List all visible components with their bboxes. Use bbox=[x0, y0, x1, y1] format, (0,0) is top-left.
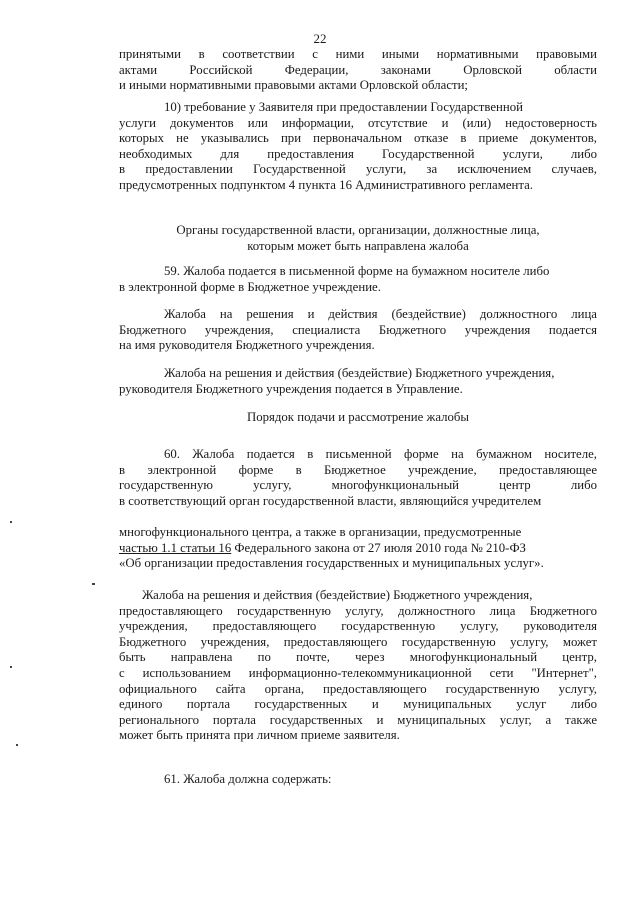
text-line: может быть принята при личном приеме заявителя. bbox=[119, 728, 400, 743]
section-heading bbox=[119, 410, 597, 426]
text-fragment: Федерального закона от 27 июля 2010 года № 210-ФЗ bbox=[231, 540, 526, 555]
text-line: которых не указывались при первоначальном отказе в приеме документов, bbox=[119, 131, 597, 146]
text-line: регионального портала государственных и муниципальных услуг, а также bbox=[119, 712, 597, 727]
text-line: 61. Жалоба должна содержать: bbox=[164, 772, 332, 786]
text-line: единого портала государственных и муниципальных услуг либо bbox=[119, 697, 597, 712]
text-line: в предоставлении Государственной услуги, за исключением случаев, bbox=[119, 162, 597, 177]
text-line: в соответствующий орган государственной власти, являющийся учредителем bbox=[119, 493, 542, 508]
page-number: 22 bbox=[313, 31, 327, 46]
paragraph-item-10 bbox=[119, 100, 597, 194]
text-line: услуги документов или информации, отсутствие и (или) недостоверность bbox=[119, 115, 597, 130]
text-line: на имя руководителя Бюджетного учреждения. bbox=[119, 338, 375, 353]
scan-speck bbox=[10, 666, 12, 668]
heading-line: которым может быть направлена жалоба bbox=[247, 238, 469, 253]
text-line: Жалоба на решения и действия (бездействие) Бюджетного учреждения, bbox=[142, 588, 533, 602]
text-line: Жалоба на решения и действия (бездействие) должностного лица bbox=[164, 307, 597, 321]
paragraph-item-59b bbox=[119, 307, 597, 354]
text-line: Бюджетного учреждения, специалиста Бюджетного учреждения подается bbox=[119, 322, 597, 337]
text-line bbox=[119, 541, 597, 557]
text-line: в электронной форме в Бюджетное учреждение, предоставляющее bbox=[119, 462, 597, 477]
scan-speck bbox=[10, 521, 12, 523]
scan-speck bbox=[16, 744, 18, 746]
heading-line: Органы государственной власти, организации, должностные лица, bbox=[176, 223, 540, 237]
text-line: актами Российской Федерации, законами Орловской области bbox=[119, 62, 597, 77]
text-line: 60. Жалоба подается в письменной форме на бумажном носителе, bbox=[164, 447, 597, 461]
paragraph-item-60b bbox=[119, 525, 597, 572]
paragraph-item-59c bbox=[119, 366, 597, 397]
text-line: предоставляющего государственную услугу, должностного лица Бюджетного bbox=[119, 603, 597, 618]
text-line: учреждения, предоставляющего государственную услугу, руководителя bbox=[119, 619, 597, 634]
text-line: официального сайта органа, предоставляющего государственную услугу, bbox=[119, 681, 597, 696]
paragraph-item-60c bbox=[119, 588, 597, 744]
text-line: 10) требование у Заявителя при предоставлении Государственной bbox=[164, 100, 523, 114]
paragraph-item-61 bbox=[119, 772, 597, 788]
scan-speck bbox=[92, 583, 95, 585]
text-line: многофункционального центра, а также в организации, предусмотренные bbox=[119, 525, 522, 539]
text-line: необходимых для предоставления Государственной услуги, либо bbox=[119, 146, 597, 161]
text-line: руководителя Бюджетного учреждения подается в Управление. bbox=[119, 381, 463, 396]
text-line: «Об организации предоставления государственных и муниципальных услуг». bbox=[119, 556, 544, 571]
text-line: 59. Жалоба подается в письменной форме на бумажном носителе либо bbox=[164, 264, 550, 278]
text-line: Бюджетного учреждения, предоставляющего государственную услугу, может bbox=[119, 634, 597, 649]
law-reference-link[interactable]: частью 1.1 статьи 16 bbox=[119, 540, 232, 555]
text-line: предусмотренных подпунктом 4 пункта 16 Административного регламента. bbox=[119, 177, 533, 192]
heading-line: Порядок подачи и рассмотрение жалобы bbox=[246, 410, 470, 424]
text-line: Жалоба на решения и действия (бездействие) Бюджетного учреждения, bbox=[164, 366, 555, 380]
text-line: и иными нормативными правовыми актами Орловской области; bbox=[119, 78, 468, 93]
paragraph-item-59 bbox=[119, 264, 597, 295]
paragraph-intro bbox=[119, 47, 597, 94]
text-line: быть направлена по почте, через многофункциональный центр, bbox=[119, 650, 597, 665]
text-line: государственную услугу, многофункциональный центр либо bbox=[119, 478, 597, 493]
text-line: принятыми в соответствии с ними иными нормативными правовыми bbox=[119, 47, 597, 61]
section-heading bbox=[119, 223, 597, 254]
text-line: с использованием информационно-телекоммуникационной сети "Интернет", bbox=[119, 665, 597, 680]
text-line: в электронной форме в Бюджетное учреждение. bbox=[119, 279, 381, 294]
paragraph-item-60 bbox=[119, 447, 597, 509]
